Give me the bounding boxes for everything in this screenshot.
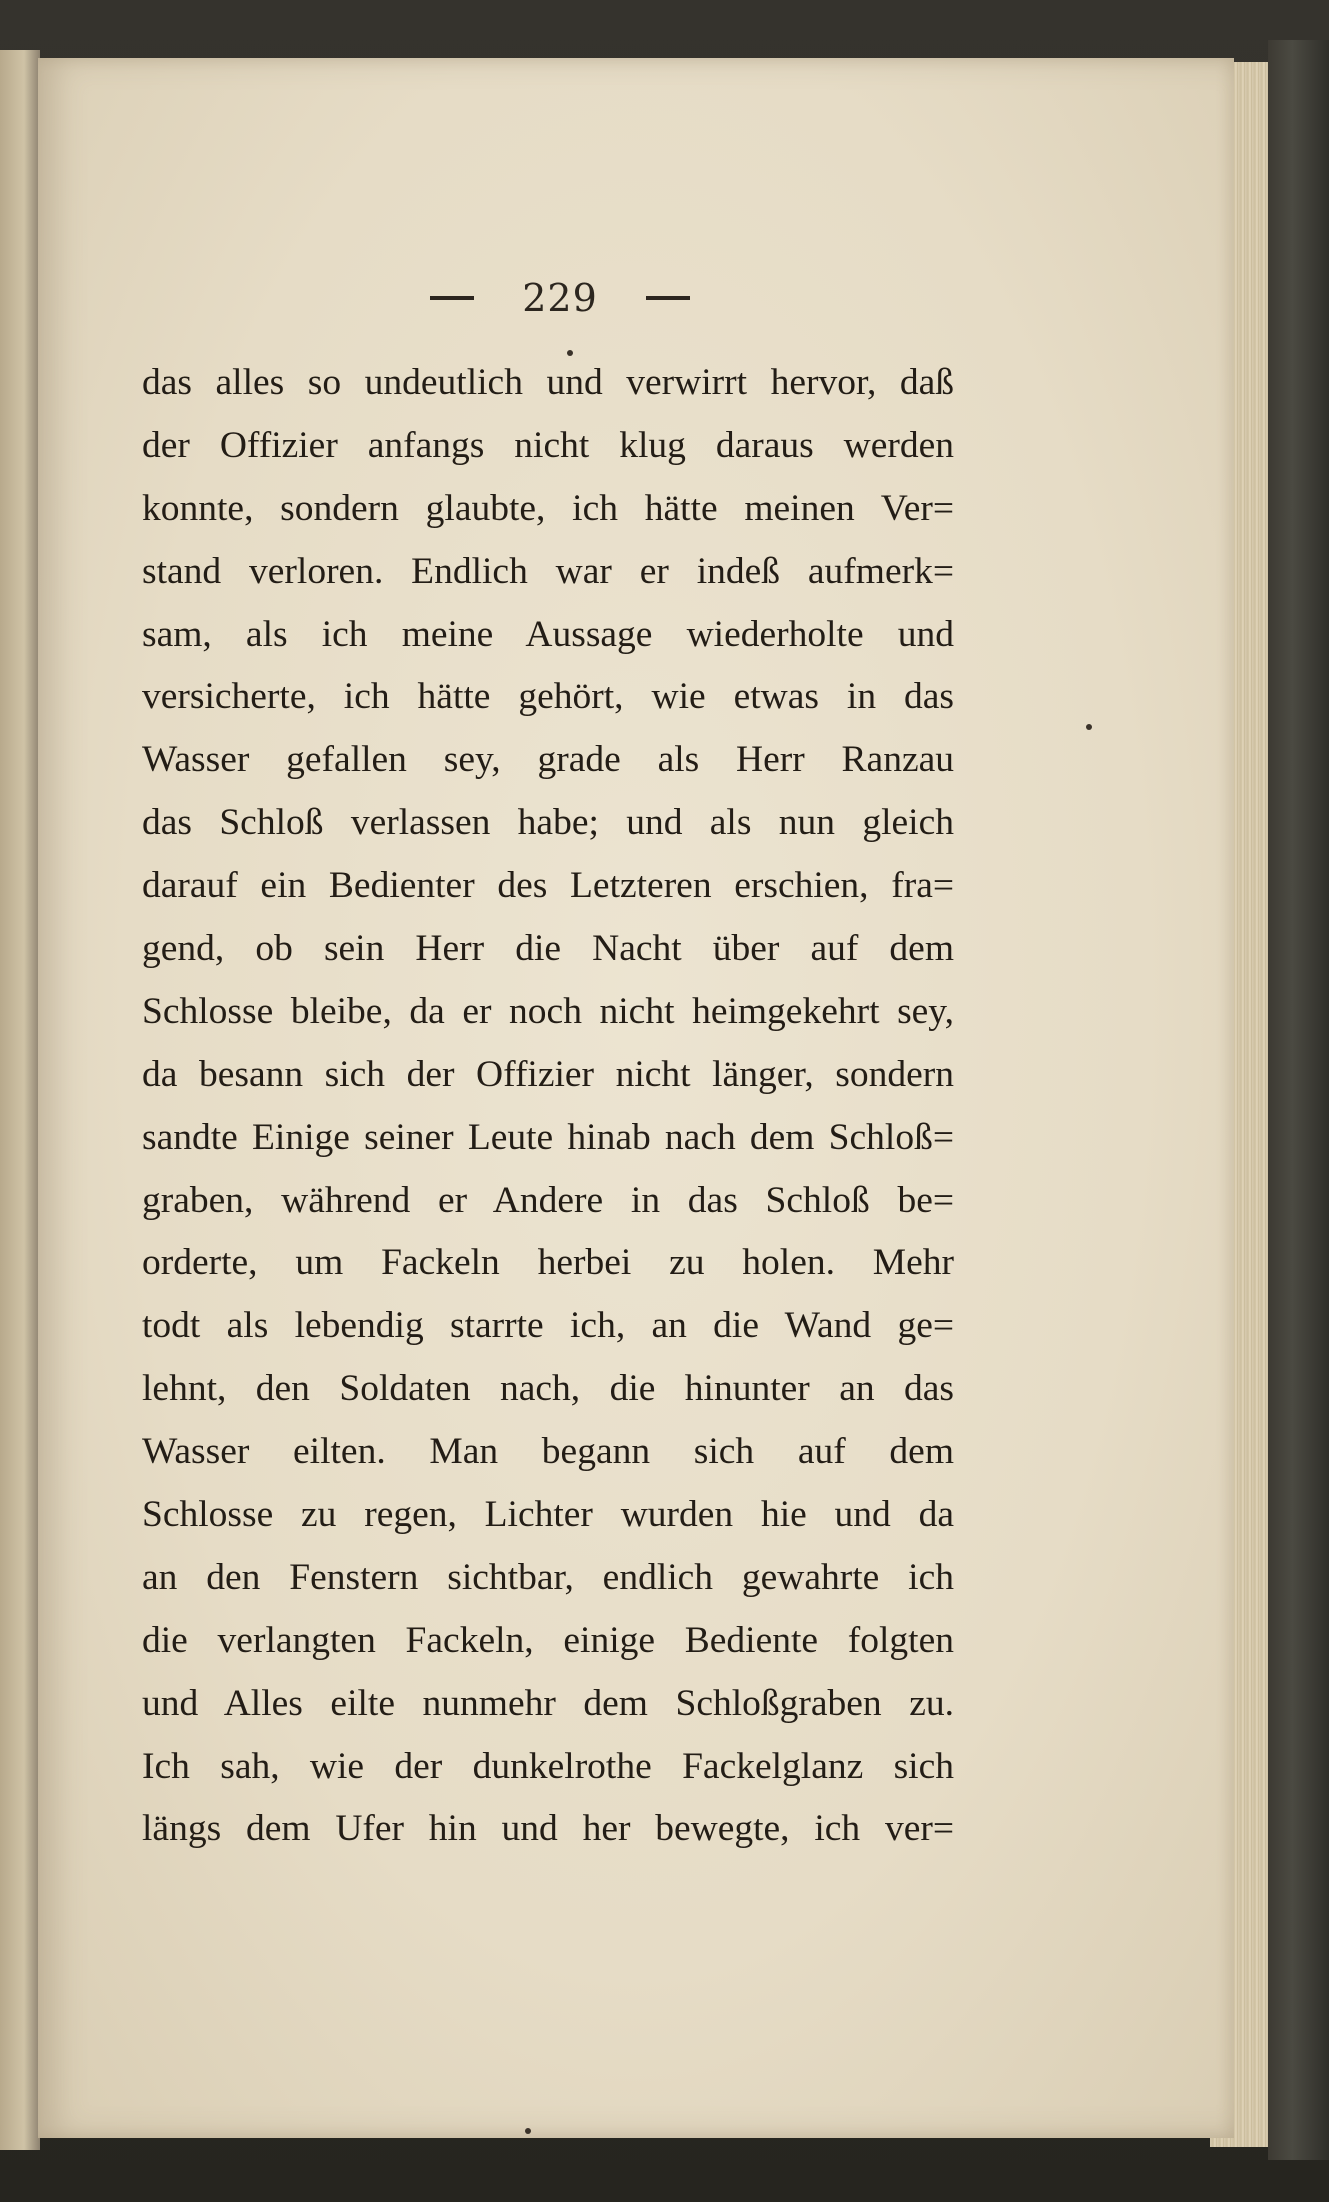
text-line: Schlosse zu regen, Lichter wurden hie und da xyxy=(142,1494,954,1536)
text-line: versicherte, ich hätte gehört, wie etwas in das xyxy=(142,676,954,718)
paper-speck xyxy=(525,2128,531,2134)
text-line: gend, ob sein Herr die Nacht über auf dem xyxy=(142,928,954,970)
text-line: der Offizier anfangs nicht klug daraus werden xyxy=(142,424,954,466)
page-number: 229 xyxy=(522,276,598,320)
text-line: das Schloß verlassen habe; und als nun gleich xyxy=(142,802,954,844)
text-line: stand verloren. Endlich war er indeß aufmerk= xyxy=(142,550,954,592)
text-line: lehnt, den Soldaten nach, die hinunter an das xyxy=(142,1368,954,1410)
text-line: Ich sah, wie der dunkelrothe Fackelglanz sich xyxy=(142,1745,954,1787)
text-line: sam, als ich meine Aussage wiederholte und xyxy=(142,613,954,655)
text-line: orderte, um Fackeln herbei zu holen. Mehr xyxy=(142,1242,954,1284)
text-line: todt als lebendig starrte ich, an die Wand ge= xyxy=(142,1305,954,1347)
header-dash-left xyxy=(430,296,474,300)
text-line: die verlangten Fackeln, einige Bediente folgten xyxy=(142,1619,954,1661)
text-line: Schlosse bleibe, da er noch nicht heimgekehrt sey, xyxy=(142,990,954,1032)
text-line: Wasser eilten. Man begann sich auf dem xyxy=(142,1431,954,1473)
text-line: da besann sich der Offizier nicht länger, sondern xyxy=(142,1053,954,1095)
text-line: darauf ein Bedienter des Letzteren erschien, fra= xyxy=(142,865,954,907)
page-header xyxy=(380,270,740,326)
text-line: konnte, sondern glaubte, ich hätte meinen Ver= xyxy=(142,487,954,529)
text-line: das alles so undeutlich und verwirrt hervor, daß xyxy=(142,362,954,403)
paper-speck xyxy=(567,350,573,356)
text-line: Wasser gefallen sey, grade als Herr Ranzau xyxy=(142,739,954,781)
text-line: und Alles eilte nunmehr dem Schloßgraben zu. xyxy=(142,1682,954,1724)
header-dash-right xyxy=(646,296,690,300)
body-text xyxy=(142,352,954,1861)
text-line: an den Fenstern sichtbar, endlich gewahrte ich xyxy=(142,1556,954,1598)
facing-page-edge xyxy=(0,50,40,2150)
book-cover-edge xyxy=(1268,40,1329,2160)
text-line: längs dem Ufer hin und her bewegte, ich ver= xyxy=(142,1808,954,1850)
paper-speck xyxy=(1086,724,1092,730)
text-line: graben, während er Andere in das Schloß be= xyxy=(142,1179,954,1221)
text-line: sandte Einige seiner Leute hinab nach dem Schloß= xyxy=(142,1116,954,1158)
